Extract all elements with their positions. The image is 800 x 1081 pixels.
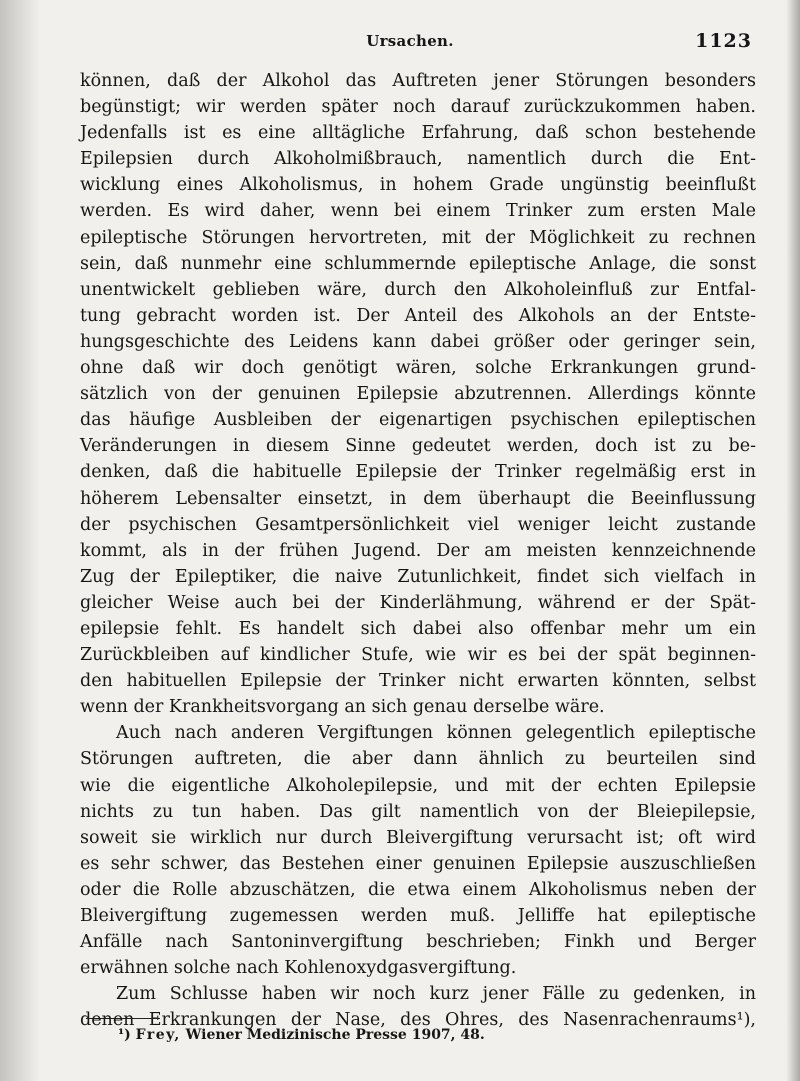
text-line: Epilepsien durch Alkoholmißbrauch, namentlich durch die Ent-: [80, 149, 756, 170]
text-line: tung gebracht worden ist. Der Anteil des Alkohols an der Entste-: [80, 305, 756, 326]
text-line: soweit sie wirklich nur durch Bleivergiftung verursacht ist; oft wird: [80, 827, 756, 848]
text-line: oder die Rolle abzuschätzen, die etwa einem Alkoholismus neben der: [80, 879, 756, 900]
running-title: Ursachen.: [366, 32, 454, 50]
text-line: nichts zu tun haben. Das gilt namentlich von der Bleiepilepsie,: [80, 801, 756, 822]
text-line: Veränderungen in diesem Sinne gedeutet werden, doch ist zu be-: [80, 436, 756, 457]
text-line: denen Erkrankungen der Nase, des Ohres, des Nasenrachenraums¹),: [80, 1010, 756, 1031]
text-line: begünstigt; wir werden später noch darauf zurückzukommen haben.: [80, 97, 756, 118]
text-line: Auch nach anderen Vergiftungen können gelegentlich epileptische: [116, 723, 756, 744]
text-line: erwähnen solche nach Kohlenoxydgasvergiftung.: [80, 958, 517, 979]
text-line: hungsgeschichte des Leidens kann dabei größer oder geringer sein,: [80, 331, 756, 352]
text-line: sätzlich von der genuinen Epilepsie abzutrennen. Allerdings könnte: [80, 384, 756, 405]
text-line: unentwickelt geblieben wäre, durch den Alkoholeinfluß zur Entfal-: [80, 279, 756, 300]
text-line: Jedenfalls ist es eine alltägliche Erfahrung, daß schon bestehende: [80, 123, 756, 144]
footnote-source: Wiener Medizinische Presse 1907, 48.: [185, 1027, 485, 1043]
text-line: ohne daß wir doch genötigt wären, solche Erkrankungen grund-: [80, 358, 756, 379]
page-number: 1123: [695, 30, 752, 52]
text-line: Zug der Epileptiker, die naive Zutunlichkeit, findet sich vielfach in: [80, 566, 756, 587]
text-line: sein, daß nunmehr eine schlummernde epileptische Anlage, die sonst: [80, 253, 756, 274]
text-line: Zum Schlusse haben wir noch kurz jener Fälle zu gedenken, in: [116, 984, 756, 1005]
text-line: es sehr schwer, das Bestehen einer genuinen Epilepsie auszuschließen: [80, 853, 756, 874]
running-head: [0, 30, 800, 54]
text-line: höherem Lebensalter einsetzt, in dem überhaupt die Beeinflussung: [80, 488, 756, 509]
footnote-rule: [86, 1018, 160, 1019]
text-line: Bleivergiftung zugemessen werden muß. Jelliffe hat epileptische: [80, 906, 756, 926]
text-line: wenn der Krankheitsvorgang an sich genau derselbe wäre.: [80, 697, 605, 718]
text-line: kommt, als in der frühen Jugend. Der am meisten kennzeichnende: [80, 540, 756, 561]
text-line: gleicher Weise auch bei der Kinderlähmung, während er der Spät-: [80, 592, 756, 613]
text-line: werden. Es wird daher, wenn bei einem Trinker zum ersten Male: [80, 201, 756, 222]
text-line: wicklung eines Alkoholismus, in hohem Grade ungünstig beeinflußt: [80, 175, 756, 196]
text-line: Anfälle nach Santoninvergiftung beschrieben; Finkh und Berger: [80, 932, 756, 953]
text-line: das häufige Ausbleiben der eigenartigen psychischen epileptischen: [80, 410, 756, 431]
footnote-author: Frey,: [135, 1027, 181, 1043]
text-line: epilepsie fehlt. Es handelt sich dabei also offenbar mehr um ein: [80, 618, 756, 639]
body-text: [80, 68, 756, 1033]
text-line: denken, daß die habituelle Epilepsie der Trinker regelmäßig erst in: [80, 462, 756, 483]
text-line: können, daß der Alkohol das Auftreten jener Störungen besonders: [80, 71, 756, 91]
text-line: epileptische Störungen hervortreten, mit der Möglichkeit zu rechnen: [80, 227, 756, 248]
footnote-marker: ¹): [118, 1027, 131, 1043]
footnote: [118, 1027, 485, 1043]
text-line: wie die eigentliche Alkoholepilepsie, und mit der echten Epilepsie: [80, 775, 756, 796]
text-line: Störungen auftreten, die aber dann ähnlich zu beurteilen sind: [80, 749, 756, 770]
text-line: den habituellen Epilepsie der Trinker nicht erwarten könnten, selbst: [80, 671, 756, 692]
text-line: Zurückbleiben auf kindlicher Stufe, wie wir es bei der spät beginnen-: [80, 645, 756, 666]
text-line: der psychischen Gesamtpersönlichkeit viel weniger leicht zustande: [80, 514, 756, 535]
